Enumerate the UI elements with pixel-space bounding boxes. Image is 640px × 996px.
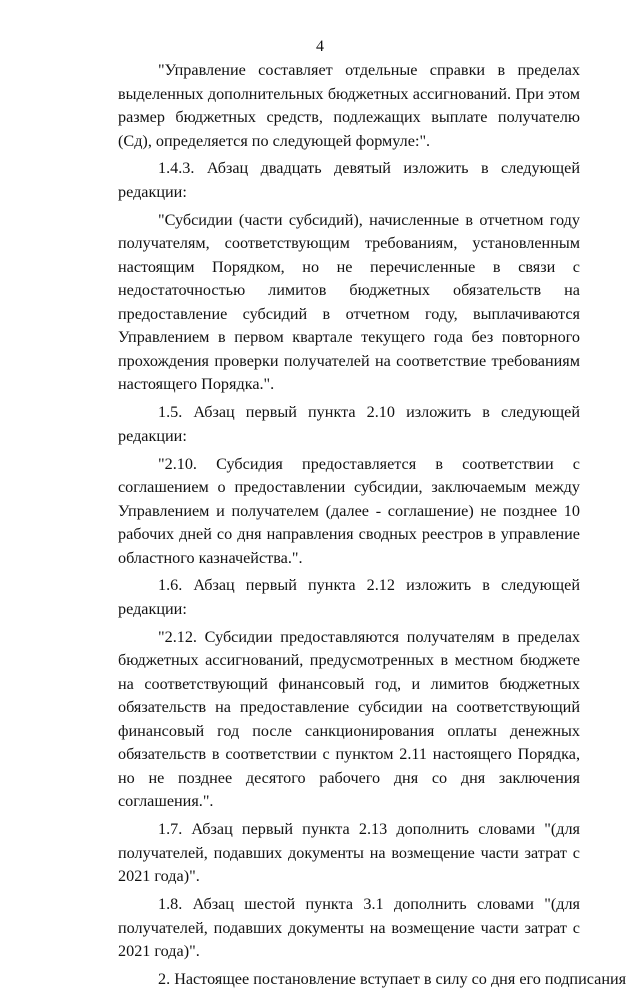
paragraph-2-effective-date: 2. Настоящее постановление вступает в силу со дня его подписания (158, 970, 627, 989)
paragraph-1-6: 1.6. Абзац первый пункта 2.12 изложить в следующей редакции: (118, 576, 580, 618)
page-number: 4 (316, 38, 324, 55)
paragraph-1-7: 1.7. Абзац первый пункта 2.13 дополнить словами "(для получателей, подавших документы на возмещение части затрат с 2021 года)". (118, 820, 580, 886)
paragraph-quote-2-10: "2.10. Субсидия предоставляется в соответствии с соглашением о предоставлении субсидии, заключаемым между Управлением и получателем (далее - соглашение) не позднее 10 рабочих дней со дня направления сводных реестров в управление областного казначейства.". (118, 454, 580, 567)
paragraph-1-4-3: 1.4.3. Абзац двадцать девятый изложить в следующей редакции: (118, 159, 580, 201)
document-body (118, 59, 627, 996)
paragraph-quote-management-references: "Управление составляет отдельные справки в пределах выделенных дополнительных бюджетных ассигнований. При этом размер бюджетных средств, подлежащих выплате получателю (Сд), определяется по следующей формуле:". (118, 61, 580, 150)
paragraph-1-5: 1.5. Абзац первый пункта 2.10 изложить в следующей редакции: (118, 403, 580, 445)
paragraph-quote-subsidies: "Субсидии (части субсидий), начисленные в отчетном году получателям, соответствующим требованиям, установленным настоящим Порядком, но не перечисленные в связи с недостаточностью лимитов бюджетных обязательств на предоставление субсидий в отчетном году, выплачиваются Управлением в первом квартале текущего года без повторного прохождения проверки получателей на соответствие требованиям настоящего Порядка.". (118, 210, 580, 394)
paragraph-quote-2-12: "2.12. Субсидии предоставляются получателям в пределах бюджетных ассигнований, предусмотренных в местном бюджете на соответствующий финансовый год, и лимитов бюджетных обязательств на предоставление субсидии на соответствующий финансовый год после санкционирования оплаты денежных обязательств в соответствии с пунктом 2.11 настоящего Порядка, но не позднее десятого рабочего дня со дня заключения соглашения.". (118, 627, 580, 811)
paragraph-1-8: 1.8. Абзац шестой пункта 3.1 дополнить словами "(для получателей, подавших документы на возмещение части затрат с 2021 года)". (118, 895, 580, 961)
